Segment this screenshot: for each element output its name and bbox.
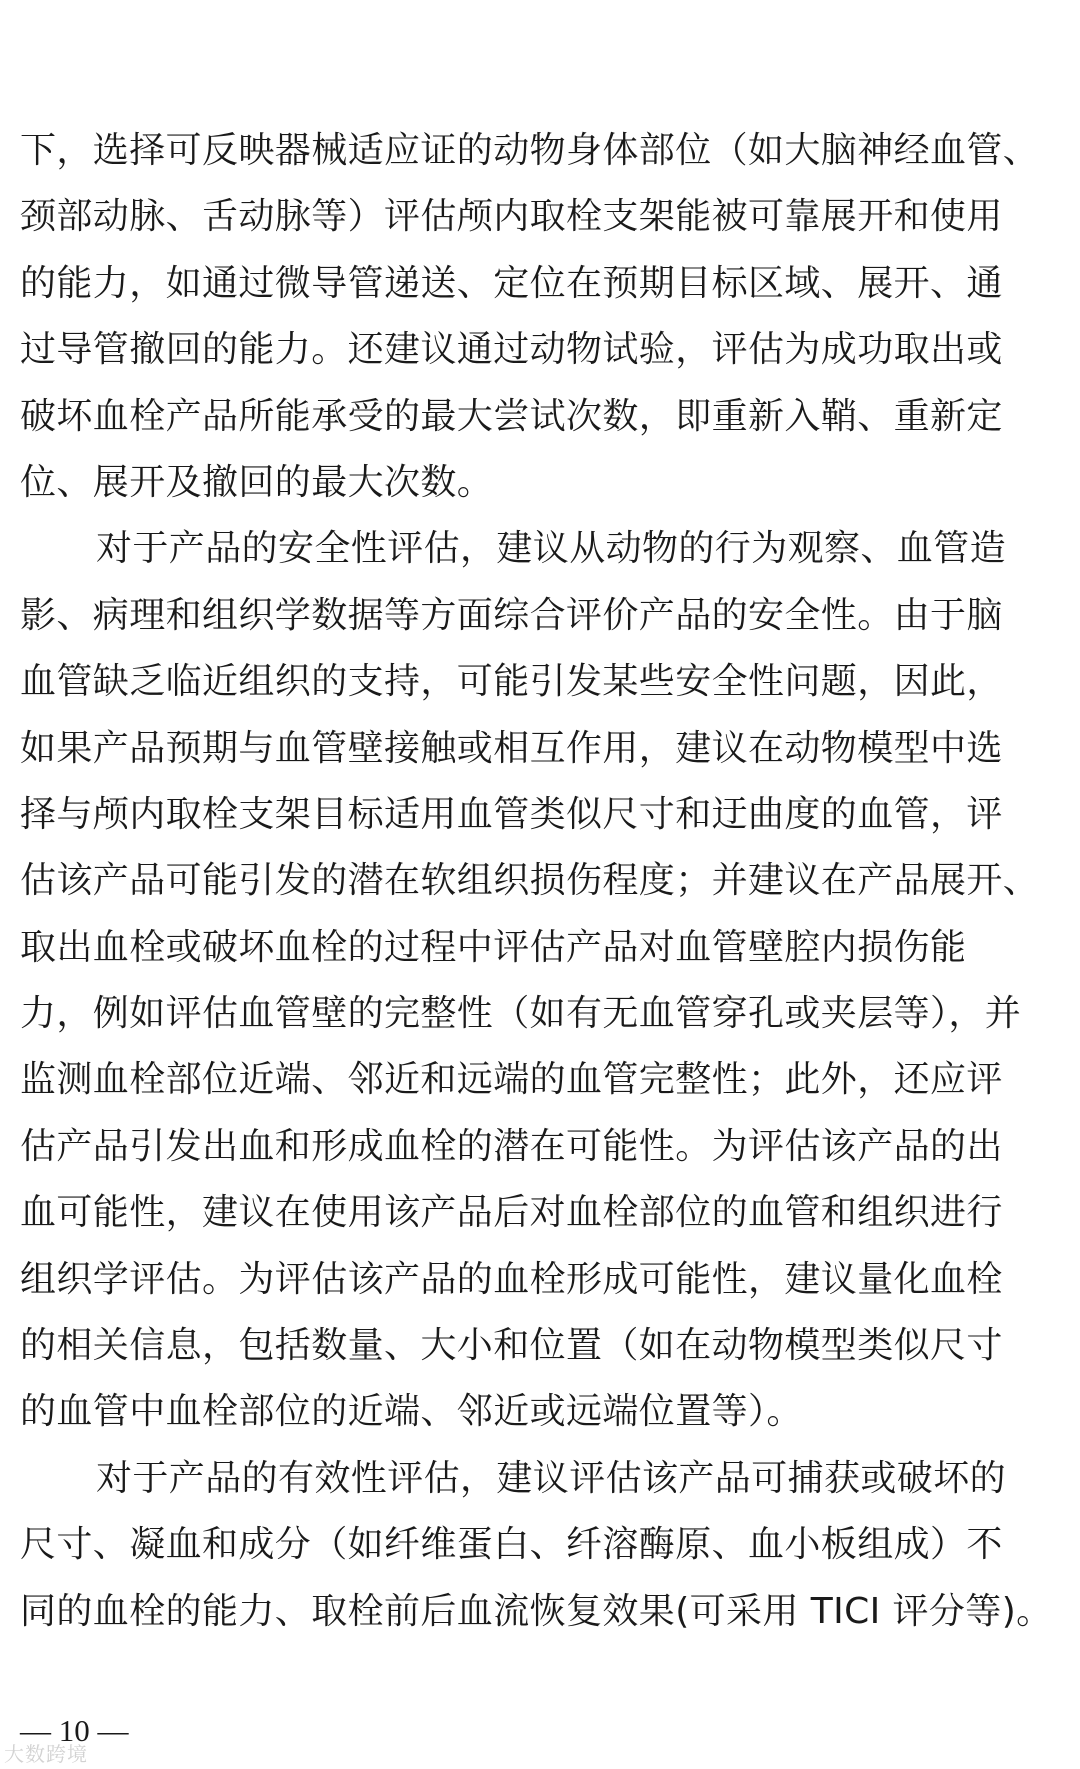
text-line: 同的血栓的能力、取栓前后血流恢复效果(可采用 TICI 评分等)。 xyxy=(20,1590,1053,1632)
paragraph-start-line: 对于产品的安全性评估，建议从动物的行为观察、血管造 xyxy=(96,528,1007,570)
page-number: — 10 — xyxy=(20,1713,129,1748)
text-line: 的血管中血栓部位的近端、邻近或远端位置等）。 xyxy=(20,1391,803,1433)
text-line: 位、展开及撤回的最大次数。 xyxy=(20,461,494,503)
text-line: 如果产品预期与血管壁接触或相互作用，建议在动物模型中选 xyxy=(20,727,1003,769)
text-line: 影、病理和组织学数据等方面综合评价产品的安全性。由于脑 xyxy=(20,594,1003,636)
text-line: 的能力，如通过微导管递送、定位在预期目标区域、展开、通 xyxy=(20,262,1003,304)
paragraph-start-line: 对于产品的有效性评估，建议评估该产品可捕获或破坏的 xyxy=(96,1457,1007,1499)
text-line: 监测血栓部位近端、邻近和远端的血管完整性；此外，还应评 xyxy=(20,1059,1003,1101)
text-line: 下，选择可反映器械适应证的动物身体部位（如大脑神经血管、 xyxy=(20,130,1040,171)
text-line: 组织学评估。为评估该产品的血栓形成可能性，建议量化血栓 xyxy=(20,1258,1003,1300)
watermark: 大数跨境 xyxy=(4,1742,88,1766)
text-line: 破坏血栓产品所能承受的最大尝试次数，即重新入鞘、重新定 xyxy=(20,395,1003,437)
text-line: 尺寸、凝血和成分（如纤维蛋白、纤溶酶原、血小板组成）不 xyxy=(20,1524,1003,1566)
text-line: 取出血栓或破坏血栓的过程中评估产品对血管壁腔内损伤能 xyxy=(20,926,967,968)
body-text xyxy=(20,118,1053,1645)
text-line: 力，例如评估血管壁的完整性（如有无血管穿孔或夹层等），并 xyxy=(20,993,1022,1035)
text-line: 颈部动脉、舌动脉等）评估颅内取栓支架能被可靠展开和使用 xyxy=(20,196,1003,238)
text-line: 血管缺乏临近组织的支持，可能引发某些安全性问题，因此， xyxy=(20,661,1003,703)
text-line: 择与颅内取栓支架目标适用血管类似尺寸和迂曲度的血管，评 xyxy=(20,793,1003,835)
text-line: 过导管撤回的能力。还建议通过动物试验，评估为成功取出或 xyxy=(20,329,1003,371)
text-line: 估产品引发出血和形成血栓的潜在可能性。为评估该产品的出 xyxy=(20,1125,1003,1167)
text-line: 估该产品可能引发的潜在软组织损伤程度；并建议在产品展开、 xyxy=(20,860,1040,902)
text-line: 的相关信息，包括数量、大小和位置（如在动物模型类似尺寸 xyxy=(20,1325,1003,1367)
text-line: 血可能性，建议在使用该产品后对血栓部位的血管和组织进行 xyxy=(20,1192,1003,1234)
